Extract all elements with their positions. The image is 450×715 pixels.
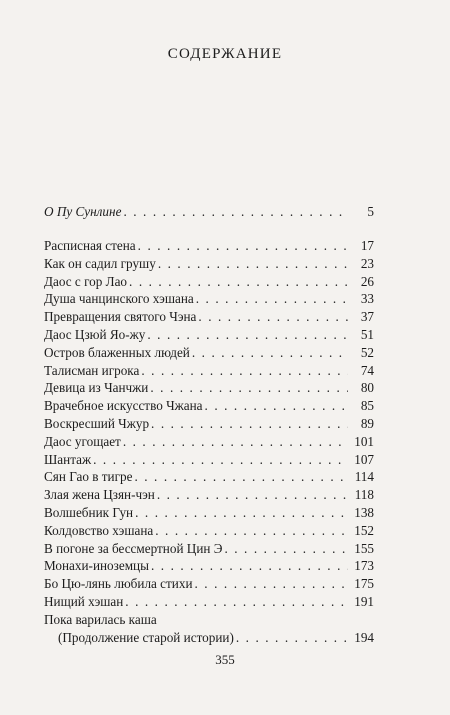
toc-entry [44,362,374,380]
toc-entry-page: 17 [360,238,374,253]
toc-entry [44,308,374,326]
toc-entry-page: 155 [354,540,374,556]
toc-leader-dots [147,326,348,344]
toc-leader-dots [135,504,348,522]
toc-entry-page: 80 [360,380,374,396]
toc-entry-title: Волшебник Гун [44,504,134,520]
toc-entry-title: Даос угощает [44,433,121,449]
toc-leader-dots [134,468,348,486]
toc-leader-dots [224,540,348,558]
toc-entry [44,379,374,397]
toc-entry [44,629,374,647]
toc-entry [44,433,374,451]
toc-entry [44,397,374,415]
toc-entry-page: 52 [360,344,374,360]
toc-leader-dots [236,629,348,647]
toc-entry [44,273,374,291]
toc-entry-page: 138 [354,504,374,520]
toc-entry-title: Девица из Чанчжи [44,380,149,396]
toc-entry-title: Даос с гор Лао [44,273,128,289]
page-number: 355 [215,652,235,667]
toc-entry-title: Остров блаженных людей [44,344,190,360]
toc-entry-page: 51 [360,326,374,342]
toc-entry-page: 89 [360,415,374,431]
toc-leader-dots [138,237,348,255]
toc-entry-title: Шантаж [44,451,92,467]
toc-entry-page: 173 [354,558,374,574]
toc-entry-title: Расписная стена [44,238,136,253]
toc-entry-page: 152 [354,522,374,538]
toc-leader-dots [123,203,348,221]
toc-entry-page: 74 [360,362,374,378]
toc-entry-title-line1: Пока варилась каша [44,611,157,627]
toc-entry-page: 191 [354,593,374,609]
toc-leader-dots [198,308,348,326]
toc-entry-page: 23 [360,255,374,271]
toc-entry-page: 101 [354,433,374,449]
toc-entry [44,451,374,469]
toc-leader-dots [195,575,348,593]
toc-entry-title: Превращения святого Чэна [44,309,197,325]
toc-leader-dots [129,273,348,291]
toc-entry [44,290,374,308]
toc-entry [44,344,374,362]
toc-entry [44,486,374,504]
toc-leader-dots [123,433,348,451]
toc-list [44,237,374,646]
toc-leader-dots [157,486,348,504]
toc-leader-dots [192,344,348,362]
toc-entry-title: Нищий хэшан [44,593,124,609]
toc-leader-dots [151,557,348,575]
toc-entry-title: Талисман игрока [44,362,140,378]
toc-entry-title: Душа чанцинского хэшана [44,291,194,307]
toc-entry-title: Колдовство хэшана [44,522,154,538]
toc-leader-dots [93,451,348,469]
toc-entry-title: Врачебное искусство Чжана [44,398,203,414]
toc-entry [44,593,374,611]
toc-entry-title: Даос Цзюй Яо-жу [44,326,146,342]
toc-leader-dots [151,415,348,433]
toc-entry-page: 85 [360,398,374,414]
toc-entry-title: Злая жена Цзян-чэн [44,487,155,503]
toc-entry-page: 194 [354,629,374,645]
toc-leader-dots [205,397,348,415]
toc-entry-page: 26 [360,273,374,289]
toc-entry [44,575,374,593]
toc-entry [44,504,374,522]
toc-entry-page: 107 [354,451,374,467]
toc-entry [44,237,374,255]
toc-entry [44,522,374,540]
toc-entry-page: 5 [367,204,374,219]
toc-entry-title: Монахи-иноземцы [44,558,149,574]
toc-entry-title: О Пу Сунлине [44,204,122,219]
toc-entry-page: 175 [354,576,374,592]
toc-leader-dots [158,255,348,273]
toc-entry-page: 37 [360,309,374,325]
toc-entry-title-line2: (Продолжение старой истории) [58,629,234,645]
toc-leader-dots [141,362,348,380]
toc-intro [44,203,374,221]
toc-entry-page: 118 [354,487,374,503]
toc-entry [44,415,374,433]
toc-entry-page: 114 [354,469,374,485]
toc-entry-title: В погоне за бессмертной Цин Э [44,540,223,556]
toc-entry-title: Сян Гао в тигре [44,469,133,485]
toc-entry [44,326,374,344]
toc-entry [44,203,374,221]
toc-leader-dots [196,290,348,308]
toc-entry [44,468,374,486]
toc-leader-dots [125,593,348,611]
toc-entry [44,557,374,575]
toc-entry-page: 33 [360,291,374,307]
toc-entry-title: Бо Цю-лянь любила стихи [44,576,193,592]
toc-leader-dots [150,379,348,397]
toc-leader-dots [155,522,348,540]
toc-entry-title: Воскресший Чжур [44,415,150,431]
toc-entry-title: Как он садил грушу [44,255,156,271]
toc-entry [44,255,374,273]
toc-entry [44,540,374,558]
page-title: СОДЕРЖАНИЕ [167,46,283,62]
